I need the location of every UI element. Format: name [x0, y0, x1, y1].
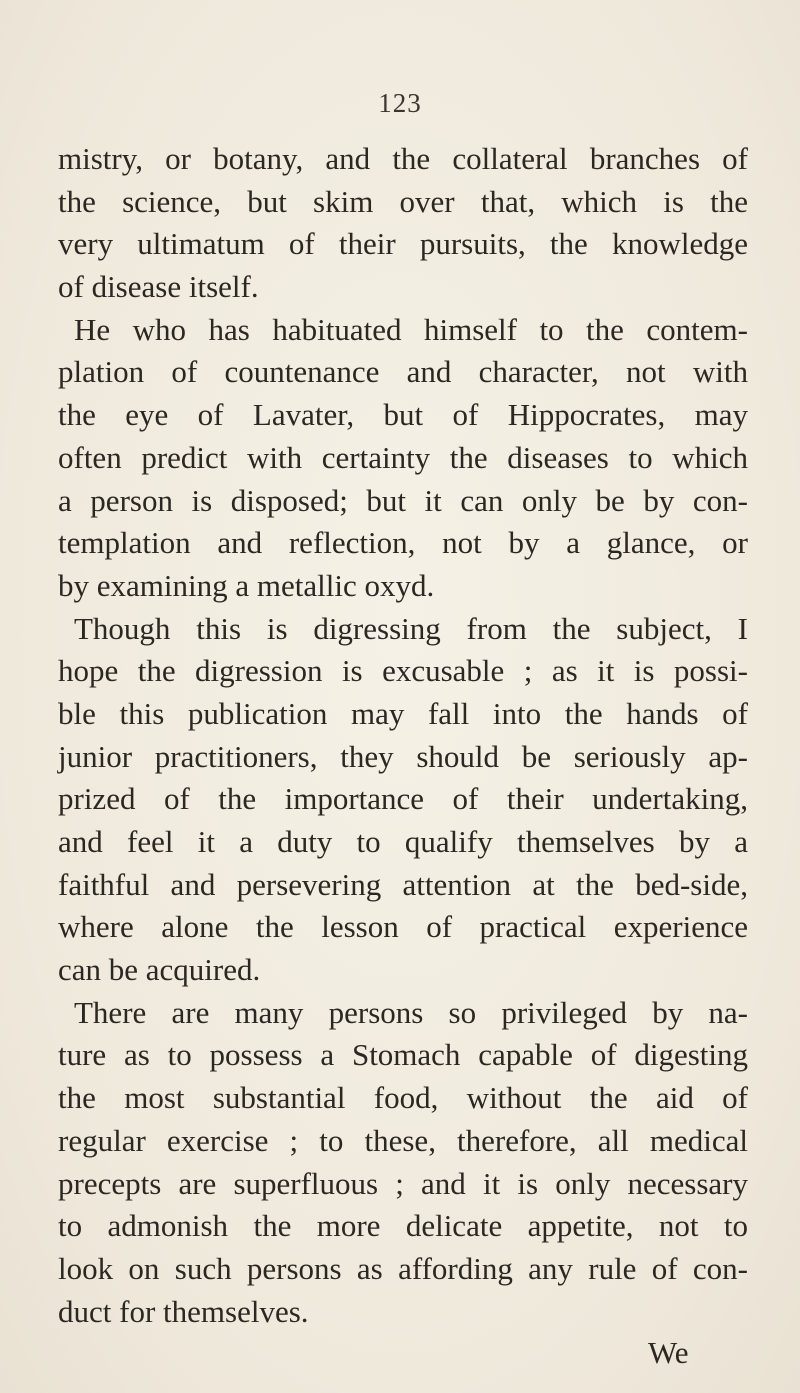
page-number: 123: [378, 88, 422, 118]
text-line: the eye of Lavater, but of Hippocrates, may: [58, 397, 748, 433]
text-line: plation of countenance and character, not with: [58, 354, 748, 390]
text-line: by examining a metallic oxyd.: [58, 567, 435, 603]
text-line: mistry, or botany, and the collateral branches of: [58, 141, 748, 176]
text-line: junior practitioners, they should be seriously ap-: [58, 738, 748, 774]
text-line: a person is disposed; but it can only be by con-: [58, 482, 748, 518]
text-line: of disease itself.: [58, 269, 259, 305]
text-line: He who has habituated himself to the contem-: [74, 311, 748, 347]
text-line: the science, but skim over that, which is the: [58, 183, 748, 219]
text-line: look on such persons as affording any rule of con-: [58, 1250, 748, 1286]
text-line: precepts are superfluous ; and it is only necessary: [58, 1165, 748, 1201]
text-line: templation and reflection, not by a glance, or: [58, 525, 748, 561]
text-line: often predict with certainty the diseases to which: [58, 439, 748, 475]
text-line: regular exercise ; to these, therefore, all medical: [58, 1122, 748, 1158]
text-line: hope the digression is excusable ; as it is possi-: [58, 653, 748, 689]
text-line: Though this is digressing from the subject, I: [74, 610, 748, 646]
text-line: duct for themselves.: [58, 1293, 309, 1329]
text-line: faithful and persevering attention at the bed-side,: [58, 866, 748, 902]
text-line: to admonish the more delicate appetite, not to: [58, 1208, 748, 1244]
text-line: the most substantial food, without the aid of: [58, 1080, 748, 1116]
text-line: where alone the lesson of practical experience: [58, 909, 748, 945]
text-line: very ultimatum of their pursuits, the knowledge: [58, 226, 748, 262]
text-line: ble this publication may fall into the hands of: [58, 695, 748, 731]
text-line: There are many persons so privileged by na-: [74, 994, 748, 1030]
text-line: prized of the importance of their undertaking,: [58, 781, 748, 817]
text-line: can be acquired.: [58, 952, 261, 988]
text-line: ture as to possess a Stomach capable of digesting: [58, 1037, 748, 1073]
catchword: We: [648, 1335, 689, 1370]
body-text: [58, 138, 748, 1333]
text-line: and feel it a duty to qualify themselves by a: [58, 824, 748, 859]
